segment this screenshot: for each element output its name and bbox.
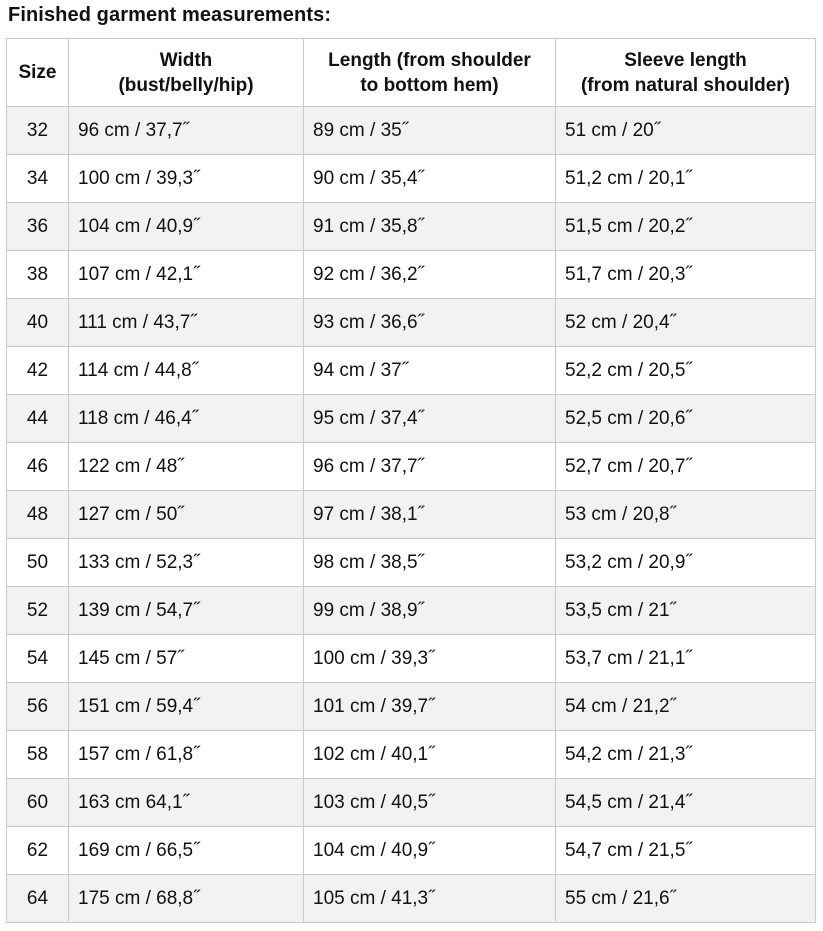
length-cell: 98 cm / 38,5˝ xyxy=(304,539,556,587)
sleeve-cell: 52 cm / 20,4˝ xyxy=(556,299,816,347)
page-title: Finished garment measurements: xyxy=(8,4,332,26)
size-cell: 58 xyxy=(7,731,69,779)
header-width-line2: (bust/belly/hip) xyxy=(118,74,254,96)
table-row xyxy=(7,683,816,731)
sleeve-cell: 51,7 cm / 20,3˝ xyxy=(556,251,816,299)
header-size xyxy=(7,39,69,107)
table-row xyxy=(7,539,816,587)
size-cell: 64 xyxy=(7,875,69,923)
width-cell: 114 cm / 44,8˝ xyxy=(69,347,304,395)
width-cell: 169 cm / 66,5˝ xyxy=(69,827,304,875)
width-cell: 157 cm / 61,8˝ xyxy=(69,731,304,779)
size-cell: 50 xyxy=(7,539,69,587)
length-cell: 96 cm / 37,7˝ xyxy=(304,443,556,491)
sleeve-cell: 51 cm / 20˝ xyxy=(556,107,816,155)
table-row xyxy=(7,491,816,539)
size-cell: 42 xyxy=(7,347,69,395)
length-cell: 95 cm / 37,4˝ xyxy=(304,395,556,443)
table-header-row xyxy=(7,39,816,107)
table-row xyxy=(7,779,816,827)
sleeve-cell: 51,5 cm / 20,2˝ xyxy=(556,203,816,251)
header-sleeve xyxy=(556,39,816,107)
header-sleeve-line1: Sleeve length xyxy=(624,49,747,71)
size-cell: 48 xyxy=(7,491,69,539)
size-cell: 56 xyxy=(7,683,69,731)
width-cell: 100 cm / 39,3˝ xyxy=(69,155,304,203)
length-cell: 89 cm / 35˝ xyxy=(304,107,556,155)
width-cell: 133 cm / 52,3˝ xyxy=(69,539,304,587)
sleeve-cell: 54,5 cm / 21,4˝ xyxy=(556,779,816,827)
length-cell: 91 cm / 35,8˝ xyxy=(304,203,556,251)
length-cell: 94 cm / 37˝ xyxy=(304,347,556,395)
length-cell: 93 cm / 36,6˝ xyxy=(304,299,556,347)
sleeve-cell: 53 cm / 20,8˝ xyxy=(556,491,816,539)
size-cell: 52 xyxy=(7,587,69,635)
table-row xyxy=(7,635,816,683)
table-row xyxy=(7,107,816,155)
header-sleeve-line2: (from natural shoulder) xyxy=(580,74,790,96)
length-cell: 105 cm / 41,3˝ xyxy=(304,875,556,923)
size-cell: 62 xyxy=(7,827,69,875)
width-cell: 111 cm / 43,7˝ xyxy=(69,299,304,347)
sleeve-cell: 52,5 cm / 20,6˝ xyxy=(556,395,816,443)
width-cell: 118 cm / 46,4˝ xyxy=(69,395,304,443)
table-row xyxy=(7,827,816,875)
header-width xyxy=(69,39,304,107)
length-cell: 97 cm / 38,1˝ xyxy=(304,491,556,539)
size-cell: 54 xyxy=(7,635,69,683)
table-row xyxy=(7,443,816,491)
width-cell: 104 cm / 40,9˝ xyxy=(69,203,304,251)
header-length-line1: Length (from shoulder xyxy=(328,49,531,71)
size-cell: 44 xyxy=(7,395,69,443)
size-cell: 38 xyxy=(7,251,69,299)
sleeve-cell: 54,2 cm / 21,3˝ xyxy=(556,731,816,779)
sleeve-cell: 52,7 cm / 20,7˝ xyxy=(556,443,816,491)
length-cell: 90 cm / 35,4˝ xyxy=(304,155,556,203)
width-cell: 145 cm / 57˝ xyxy=(69,635,304,683)
table-row xyxy=(7,395,816,443)
width-cell: 96 cm / 37,7˝ xyxy=(69,107,304,155)
header-width-line1: Width xyxy=(159,49,213,71)
sleeve-cell: 54,7 cm / 21,5˝ xyxy=(556,827,816,875)
length-cell: 100 cm / 39,3˝ xyxy=(304,635,556,683)
width-cell: 163 cm 64,1˝ xyxy=(69,779,304,827)
header-size-label: Size xyxy=(18,62,57,83)
length-cell: 101 cm / 39,7˝ xyxy=(304,683,556,731)
table-row xyxy=(7,251,816,299)
width-cell: 122 cm / 48˝ xyxy=(69,443,304,491)
width-cell: 139 cm / 54,7˝ xyxy=(69,587,304,635)
sleeve-cell: 51,2 cm / 20,1˝ xyxy=(556,155,816,203)
width-cell: 151 cm / 59,4˝ xyxy=(69,683,304,731)
sleeve-cell: 53,2 cm / 20,9˝ xyxy=(556,539,816,587)
length-cell: 102 cm / 40,1˝ xyxy=(304,731,556,779)
size-cell: 34 xyxy=(7,155,69,203)
header-length-line2: to bottom hem) xyxy=(360,74,499,96)
table-row xyxy=(7,155,816,203)
table-row xyxy=(7,203,816,251)
length-cell: 104 cm / 40,9˝ xyxy=(304,827,556,875)
table-body xyxy=(7,107,816,923)
sleeve-cell: 54 cm / 21,2˝ xyxy=(556,683,816,731)
size-cell: 36 xyxy=(7,203,69,251)
size-cell: 40 xyxy=(7,299,69,347)
sleeve-cell: 55 cm / 21,6˝ xyxy=(556,875,816,923)
table-row xyxy=(7,587,816,635)
measurements-table xyxy=(6,38,816,923)
table-row xyxy=(7,347,816,395)
table-row xyxy=(7,731,816,779)
sleeve-cell: 53,7 cm / 21,1˝ xyxy=(556,635,816,683)
width-cell: 127 cm / 50˝ xyxy=(69,491,304,539)
size-cell: 46 xyxy=(7,443,69,491)
length-cell: 103 cm / 40,5˝ xyxy=(304,779,556,827)
size-cell: 60 xyxy=(7,779,69,827)
sleeve-cell: 53,5 cm / 21˝ xyxy=(556,587,816,635)
width-cell: 107 cm / 42,1˝ xyxy=(69,251,304,299)
header-length xyxy=(304,39,556,107)
length-cell: 99 cm / 38,9˝ xyxy=(304,587,556,635)
size-cell: 32 xyxy=(7,107,69,155)
width-cell: 175 cm / 68,8˝ xyxy=(69,875,304,923)
sleeve-cell: 52,2 cm / 20,5˝ xyxy=(556,347,816,395)
length-cell: 92 cm / 36,2˝ xyxy=(304,251,556,299)
table-row xyxy=(7,875,816,923)
table-row xyxy=(7,299,816,347)
